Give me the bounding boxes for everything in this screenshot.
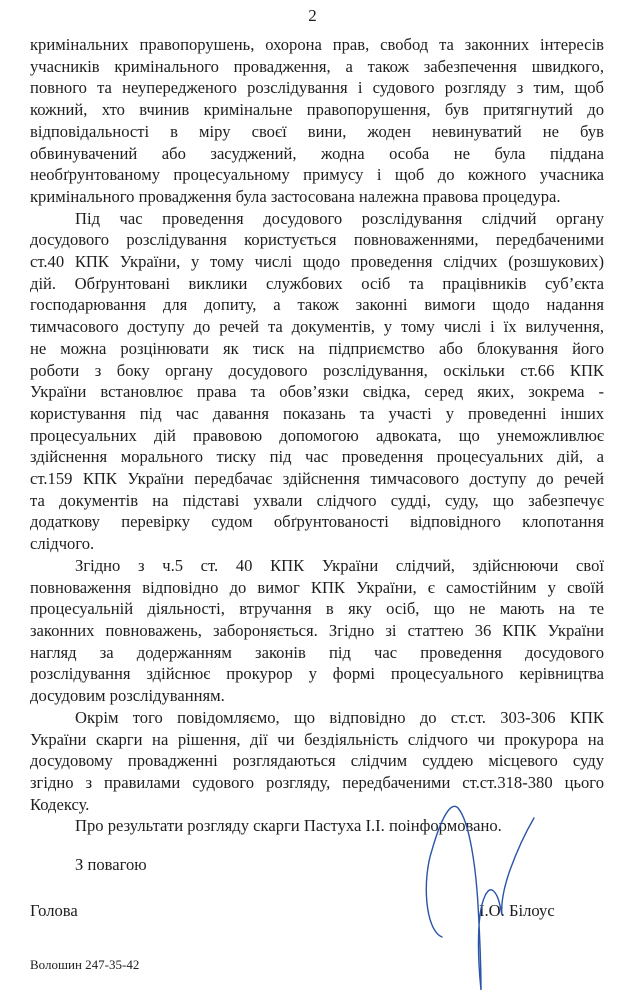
text-line: України скарги на рішення, дії чи бездіяльність слідчого чи прокурора на (30, 729, 604, 749)
text-line: здійснення морального тиску під час проведення процесуальних дій, а (30, 447, 604, 467)
text-line: повноваження відповідно до вимог КПК України, є самостійним у своїй (30, 577, 604, 597)
text-line: повного та неупередженого розслідування і судового розгляду з тим, щоб (30, 78, 604, 98)
text-line: кримінального провадження була застосована належна правова процедура. (30, 186, 561, 206)
text-line: та документів на підставі ухвали слідчого судді, суду, що забезпечує (30, 490, 604, 510)
closing-phrase: З повагою (75, 855, 147, 874)
text-line: необґрунтованому процесуальному примусу і щоб до кожного учасника (30, 165, 604, 185)
text-line: Згідно з ч.5 ст. 40 КПК України слідчий, здійснюючи свої (75, 555, 604, 575)
text-line: процесуальних дій правовою допомогою адвоката, що унеможливлює (30, 425, 604, 445)
text-line: слідчого. (30, 534, 95, 554)
page-number: 2 (308, 6, 317, 25)
text-line: згідно з правилами судового розгляду, передбаченими ст.ст.318-380 цього (30, 772, 604, 792)
signer-position: Голова (30, 901, 78, 920)
text-line: досудовим розслідуванням. (30, 686, 225, 706)
text-line: тимчасового доступу до речей та документів, у тому числі і їх вилучення, (30, 317, 604, 337)
text-line: Окрім того повідомляємо, що відповідно до ст.ст. 303-306 КПК (75, 707, 604, 727)
text-line: процесуальній діяльності, втручання в яку осіб, що не мають на те (30, 599, 604, 619)
text-line: розслідування здійснює прокурор у формі процесуального керівництва (30, 664, 604, 684)
text-line: Про результати розгляду скарги Пастуха І.І. поінформовано. (75, 816, 502, 836)
text-line: дій. Обґрунтовані виклики службових осіб та працівників суб’єкта (30, 273, 604, 293)
text-line: додаткову перевірку судом обґрунтованості відповідного клопотання (30, 512, 604, 532)
text-line: користування під час давання показань та участі у проведенні інших (30, 403, 604, 423)
text-line: Під час проведення досудового розслідування слідчий органу (75, 208, 604, 228)
text-line: кожний, хто вчинив кримінальне правопорушення, був притягнутий до (30, 100, 604, 120)
text-line: обвинувачений або засуджений, жодна особа не була піддана (30, 143, 604, 163)
signer-name: І.О. Білоус (479, 901, 555, 920)
text-line: учасників кримінального провадження, а також забезпечення швидкого, (30, 56, 604, 76)
text-line: України встановлює права та обов’язки свідка, серед яких, зокрема - (30, 382, 604, 402)
executor-contact: Волошин 247-35-42 (30, 957, 140, 972)
text-line: досудового розслідування користується повноваженнями, передбаченими (30, 230, 604, 250)
text-line: господарювання для допиту, а також законні вимоги щодо надання (30, 295, 604, 315)
text-line: ст.40 КПК України, у тому числі щодо проведення слідчих (розшукових) (30, 252, 604, 272)
text-line: Кодексу. (30, 794, 90, 814)
text-line: досудовому провадженні розглядаються слідчим суддею місцевого суду (30, 751, 604, 771)
text-line: роботи з боку органу досудового розслідування, оскільки ст.66 КПК (30, 360, 604, 380)
text-line: відповідальності в міру своєї вини, жоден невинуватий не був (30, 121, 604, 141)
signature-stroke (426, 806, 534, 990)
text-line: законних повноважень, забороняється. Згідно зі статтею 36 КПК України (30, 620, 604, 640)
text-line: нагляд за додержанням законів під час проведення досудового (30, 642, 604, 662)
text-line: не можна розцінювати як тиск на підприємство або блокування його (30, 338, 604, 358)
text-line: кримінальних правопорушень, охорона прав, свобод та законних інтересів (30, 35, 604, 54)
text-line: ст.159 КПК України передбачає здійснення тимчасового доступу до речей (30, 469, 604, 489)
